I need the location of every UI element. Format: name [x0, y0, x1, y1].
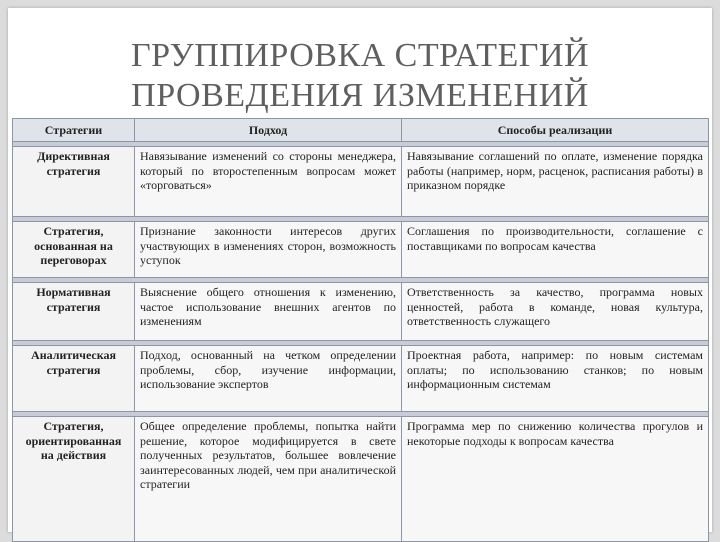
- table-header-row: [13, 119, 709, 142]
- header-approach: Подход: [135, 119, 402, 142]
- strategy-table-container: [12, 118, 708, 542]
- table-row: [13, 222, 709, 278]
- methods-cell: Проектная работа, например: по новым системам оплаты; по использованию станков; по новым информационным системам: [402, 346, 709, 412]
- strategy-cell: Стратегия, основанная на переговорах: [13, 222, 135, 278]
- table-row: [13, 346, 709, 412]
- strategy-cell: Нормативная стратегия: [13, 283, 135, 341]
- methods-cell: Программа мер по снижению количества прогулов и некоторые подходы к вопросам качества: [402, 417, 709, 542]
- title-line-2: ПРОВЕДЕНИЯ ИЗМЕНЕНИЙ: [131, 77, 589, 114]
- table-row: [13, 417, 709, 542]
- title-line-1: ГРУППИРОВКА СТРАТЕГИЙ: [130, 37, 590, 74]
- approach-cell: Общее определение проблемы, попытка найти решение, которое модифицируется в свете полученных результатов, большее вовлечение заинтересованных людей, чем при аналитической стратегии: [135, 417, 402, 542]
- slide: [8, 8, 712, 532]
- table-row: [13, 147, 709, 217]
- methods-cell: Ответственность за качество, программа новых ценностей, работа в команде, новая культура, ответственность служащего: [402, 283, 709, 341]
- header-strategies: Стратегии: [13, 119, 135, 142]
- methods-cell: Навязывание соглашений по оплате, изменение порядка работы (например, норм, расценок, расписания работы) в приказном порядке: [402, 147, 709, 217]
- approach-cell: Навязывание изменений со стороны менеджера, который по второстепенным вопросам может «торговаться»: [135, 147, 402, 217]
- table-row: [13, 283, 709, 341]
- approach-cell: Выяснение общего отношения к изменению, частое использование внешних агентов по изменениям: [135, 283, 402, 341]
- strategy-cell: Аналитическая стратегия: [13, 346, 135, 412]
- methods-cell: Соглашения по производительности, соглашение с поставщиками по вопросам качества: [402, 222, 709, 278]
- strategy-cell: Директивная стратегия: [13, 147, 135, 217]
- header-methods: Способы реализации: [402, 119, 709, 142]
- approach-cell: Подход, основанный на четком определении проблемы, сбор, изучение информации, использование экспертов: [135, 346, 402, 412]
- approach-cell: Признание законности интересов других участвующих в изменениях сторон, возможность уступок: [135, 222, 402, 278]
- strategy-cell: Стратегия, ориентированная на действия: [13, 417, 135, 542]
- slide-title: [8, 36, 712, 116]
- strategy-table: [12, 118, 709, 542]
